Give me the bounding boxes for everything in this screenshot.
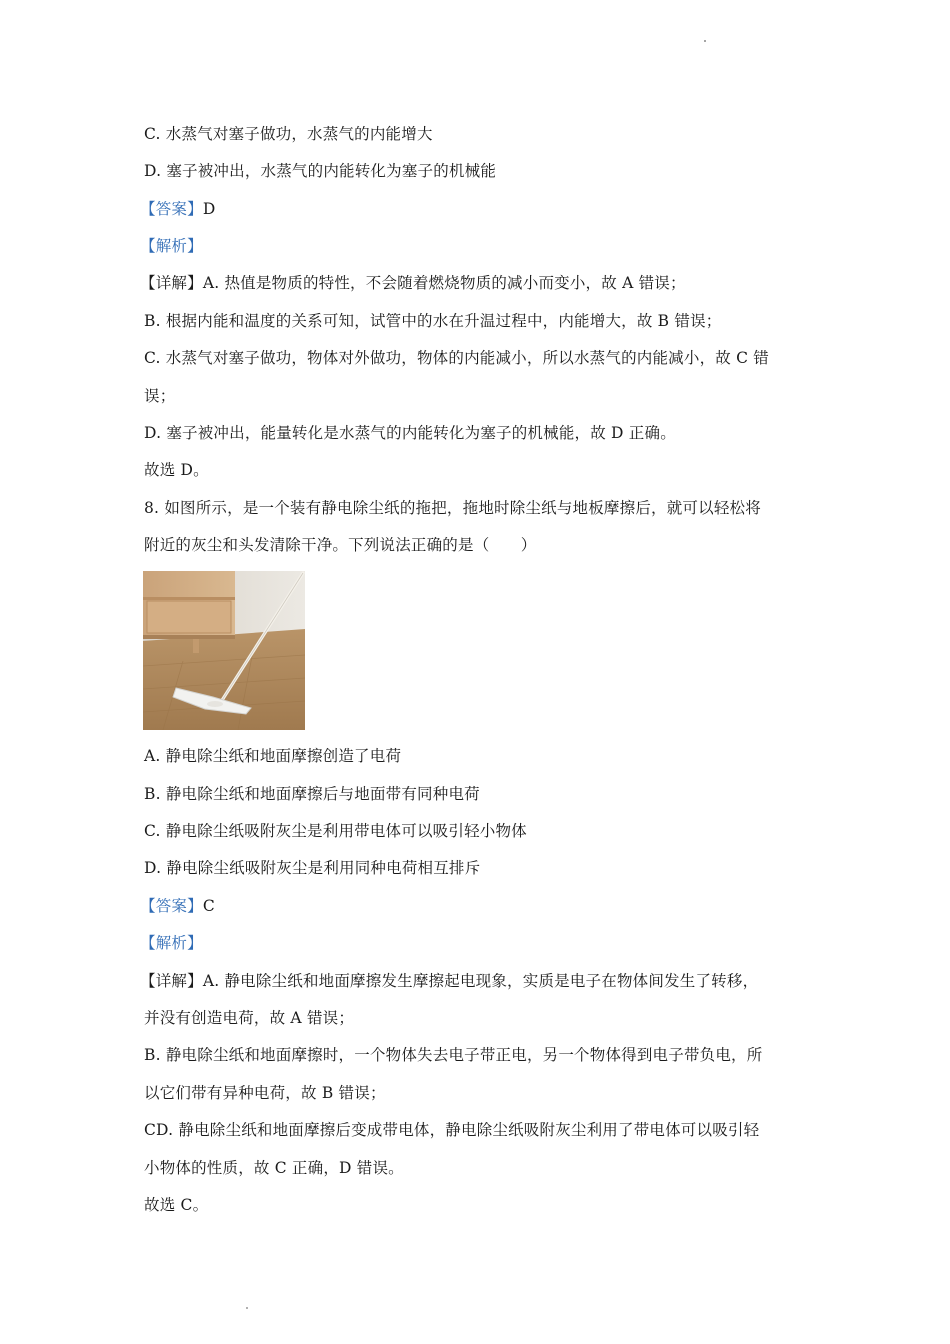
q7-detail-c-line1: C. 水蒸气对塞子做功，物体对外做功，物体的内能减小，所以水蒸气的内能减小，故 C 错 <box>144 349 769 367</box>
q7-detail-c-line2: 误； <box>144 387 176 405</box>
q8-conclusion: 故选 C。 <box>144 1196 209 1214</box>
q7-option-c: C. 水蒸气对塞子做功，水蒸气的内能增大 <box>144 125 433 143</box>
q7-detail-d: D. 塞子被冲出，能量转化是水蒸气的内能转化为塞子的机械能，故 D 正确。 <box>144 424 676 442</box>
detail-label: 【详解】 <box>140 274 203 292</box>
header-dot <box>704 40 706 42</box>
answer-label: 【答案】 <box>140 897 203 915</box>
detail-label: 【详解】 <box>140 972 203 990</box>
q7-detail-a: 【详解】A. 热值是物质的特性，不会随着燃烧物质的减小而变小，故 A 错误； <box>140 274 686 292</box>
q8-detail-b-line1: B. 静电除尘纸和地面摩擦时，一个物体失去电子带正电，另一个物体得到电子带负电，所 <box>144 1046 763 1064</box>
q7-detail-b: B. 根据内能和温度的关系可知，试管中的水在升温过程中，内能增大，故 B 错误； <box>144 312 722 330</box>
q8-stem-line2: 附近的灰尘和头发清除干净。下列说法正确的是（ ） <box>144 536 537 554</box>
q8-stem-line1: 8. 如图所示，是一个装有静电除尘纸的拖把，拖地时除尘纸与地板摩擦后，就可以轻松将 <box>144 499 761 517</box>
q8-detail-b-line2: 以它们带有异种电荷，故 B 错误； <box>144 1084 386 1102</box>
q7-option-d: D. 塞子被冲出，水蒸气的内能转化为塞子的机械能 <box>144 162 497 180</box>
mop-photo <box>143 571 305 730</box>
q7-answer <box>140 199 816 219</box>
q8-detail-a-line1: 【详解】A. 静电除尘纸和地面摩擦发生摩擦起电现象，实质是电子在物体间发生了转移， <box>140 972 759 990</box>
answer-label: 【答案】 <box>140 200 203 218</box>
q8-detail-cd-line2: 小物体的性质，故 C 正确，D 错误。 <box>144 1159 404 1177</box>
q8-answer <box>140 896 816 916</box>
q8-option-a: A. 静电除尘纸和地面摩擦创造了电荷 <box>144 747 402 765</box>
q7-analysis-label: 【解析】 <box>140 237 203 255</box>
q8-analysis-label: 【解析】 <box>140 934 203 952</box>
q8-detail-cd-line1: CD. 静电除尘纸和地面摩擦后变成带电体，静电除尘纸吸附灰尘利用了带电体可以吸引轻 <box>144 1121 760 1139</box>
answer-value: C <box>202 897 215 915</box>
q8-option-d: D. 静电除尘纸吸附灰尘是利用同种电荷相互排斥 <box>144 859 481 877</box>
q8-detail-a-line2: 并没有创造电荷，故 A 错误； <box>144 1009 355 1027</box>
q7-conclusion: 故选 D。 <box>144 461 209 479</box>
answer-value: D <box>202 200 216 218</box>
q8-option-c: C. 静电除尘纸吸附灰尘是利用带电体可以吸引轻小物体 <box>144 822 527 840</box>
footer-dot <box>246 1307 248 1309</box>
q8-option-b: B. 静电除尘纸和地面摩擦后与地面带有同种电荷 <box>144 785 480 803</box>
